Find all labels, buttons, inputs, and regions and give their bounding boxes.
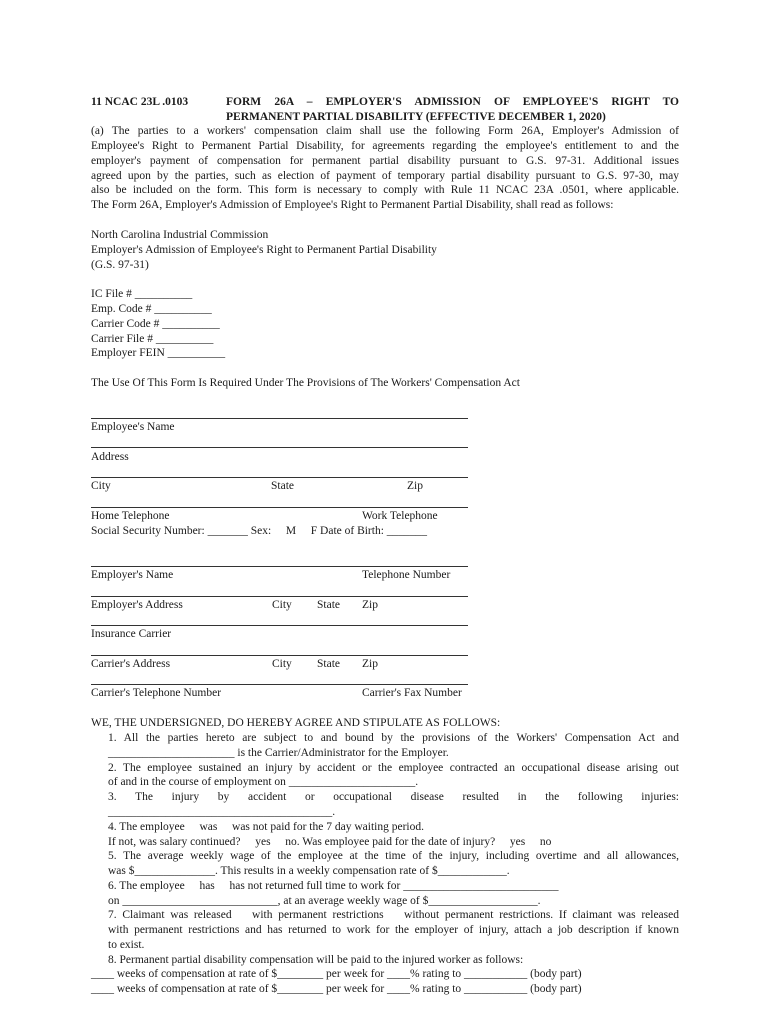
stipulation-heading: WE, THE UNDERSIGNED, DO HEREBY AGREE AND STIPULATE AS FOLLOWS:: [91, 717, 501, 729]
employer-address-label: Employer's Address: [91, 599, 183, 611]
telephone-line[interactable]: [91, 507, 468, 508]
item-7-text-end: to exist.: [108, 939, 145, 951]
carrier-city-label: City: [272, 658, 292, 670]
employer-zip-label: Zip: [362, 599, 378, 611]
carrier-state-label: State: [317, 658, 340, 670]
injuries-field[interactable]: _______________________________________.: [108, 806, 336, 818]
work-telephone-label: Work Telephone: [362, 510, 438, 522]
item-5: 5. The average weekly wage of the employee at the time of the injury, including overtime and all allowances,: [108, 850, 679, 862]
carrier-address-label: Carrier's Address: [91, 658, 171, 670]
employer-fein-field[interactable]: Employer FEIN __________: [91, 347, 226, 359]
item-7-text: with permanent restrictions and has returned to work for the employer of injury, attach a job description if known: [108, 924, 679, 936]
intro-line: The Form 26A, Employer's Admission of Employee's Right to Permanent Partial Disability, shall read as follows:: [91, 199, 614, 211]
emp-code-field[interactable]: Emp. Code # __________: [91, 303, 212, 315]
required-notice: The Use Of This Form Is Required Under The Provisions of The Workers' Compensation Act: [91, 377, 520, 389]
carrier-file-field[interactable]: Carrier File # __________: [91, 333, 214, 345]
item-1: 1. All the parties hereto are subject to and bound by the provisions of the Workers' Compensation Act and: [108, 732, 679, 744]
employer-telephone-label: Telephone Number: [362, 569, 451, 581]
employee-name-label: Employee's Name: [91, 421, 175, 433]
city-label: City: [91, 480, 111, 492]
carrier-telephone-label: Carrier's Telephone Number: [91, 687, 222, 699]
intro-line: agreed upon by the parties, such as election of payment of temporary partial disability pursuant to G.S. 97-30, may: [91, 170, 679, 182]
address-label: Address: [91, 451, 129, 463]
carrier-phone-fax-line[interactable]: [91, 684, 468, 685]
employer-name-line[interactable]: [91, 566, 468, 567]
agency-name: North Carolina Industrial Commission: [91, 229, 269, 241]
carrier-code-field[interactable]: Carrier Code # __________: [91, 318, 220, 330]
carrier-admin-field[interactable]: ______________________ is the Carrier/Administrator for the Employer.: [108, 747, 449, 759]
item-8: 8. Permanent partial disability compensation will be paid to the injured worker as follows:: [108, 954, 524, 966]
home-telephone-label: Home Telephone: [91, 510, 170, 522]
insurance-carrier-line[interactable]: [91, 625, 468, 626]
injury-date-field[interactable]: of and in the course of employment on ______________________.: [108, 776, 419, 788]
form-title-line-2: PERMANENT PARTIAL DISABILITY (EFFECTIVE DECEMBER 1, 2020): [226, 111, 606, 123]
carrier-zip-label: Zip: [362, 658, 378, 670]
weekly-wage-field[interactable]: was $______________. This results in a weekly compensation rate of $____________.: [108, 865, 510, 877]
ic-file-field[interactable]: IC File # __________: [91, 288, 193, 300]
carrier-address-line[interactable]: [91, 655, 468, 656]
item-6-returned-to-work[interactable]: 6. The employee has has not returned full time to work for ___________________________: [108, 880, 535, 892]
zip-label: Zip: [407, 480, 423, 492]
insurance-carrier-label: Insurance Carrier: [91, 628, 172, 640]
intro-line: (a) The parties to a workers' compensation claim shall use the following Form 26A, Employer's Admission of: [91, 125, 679, 137]
item-6-return-date-wage[interactable]: on ___________________________, at an average weekly wage of $___________________.: [108, 895, 541, 907]
employee-name-line[interactable]: [91, 418, 468, 419]
city-state-zip-line[interactable]: [91, 477, 468, 478]
agency-statute: (G.S. 97-31): [91, 259, 149, 271]
ppd-compensation-row-1[interactable]: ____ weeks of compensation at rate of $________ per week for ____% rating to ___________ (body part): [91, 968, 582, 980]
employer-address-line[interactable]: [91, 596, 468, 597]
employer-city-label: City: [272, 599, 292, 611]
intro-line: employer's payment of compensation for permanent partial disability pursuant to G.S. 97-31. Additional issues: [91, 155, 679, 167]
address-line[interactable]: [91, 447, 468, 448]
carrier-fax-label: Carrier's Fax Number: [362, 687, 462, 699]
item-3: 3. The injury by accident or occupational disease resulted in the following injuries:: [108, 791, 679, 803]
state-label: State: [271, 480, 294, 492]
item-4-waiting-period[interactable]: 4. The employee was was not paid for the 7 day waiting period.: [108, 821, 401, 833]
agency-form-title: Employer's Admission of Employee's Right to Permanent Partial Disability: [91, 244, 437, 256]
item-4-salary-continued[interactable]: If not, was salary continued? yes no. Was employee paid for the date of injury? yes no: [108, 836, 505, 848]
employer-state-label: State: [317, 599, 340, 611]
employer-name-label: Employer's Name: [91, 569, 174, 581]
item-2: 2. The employee sustained an injury by accident or the employee contracted an occupational disease arising out: [108, 762, 679, 774]
ssn-sex-dob-line[interactable]: Social Security Number: _______ Sex: M F Date of Birth: _______: [91, 525, 404, 537]
intro-line: also be included on the form. This form is necessary to comply with Rule 11 NCAC 23A .0501, where applicable.: [91, 184, 679, 196]
rule-id: 11 NCAC 23L .0103: [91, 96, 189, 108]
form-title-line-1: FORM 26A – EMPLOYER'S ADMISSION OF EMPLOYEE'S RIGHT TO: [226, 96, 679, 108]
intro-line: Employee's Right to Permanent Partial Disability, for agreements regarding the employee's entitlement to and the: [91, 140, 679, 152]
ppd-compensation-row-2[interactable]: ____ weeks of compensation at rate of $________ per week for ____% rating to ___________ (body part): [91, 983, 582, 995]
item-7-release[interactable]: 7. Claimant was released with permanent restrictions without permanent restrictions. If claimant was released: [108, 909, 679, 921]
